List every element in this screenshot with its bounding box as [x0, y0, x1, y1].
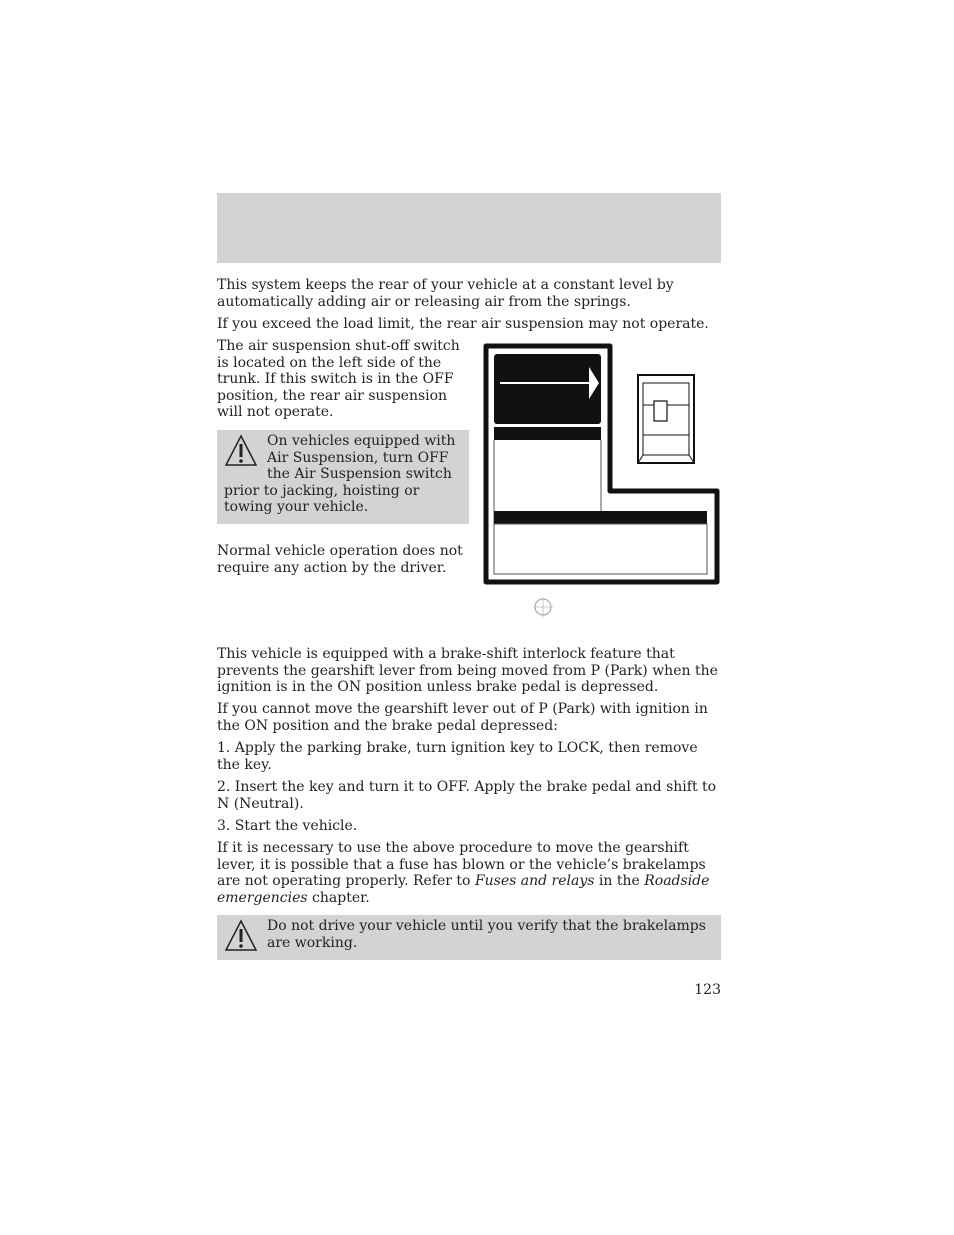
intro-paragraph-2: If you exceed the load limit, the rear air suspension may not operate.	[217, 316, 709, 332]
trunk-switch-illustration	[483, 343, 720, 585]
intro-paragraph-1: This system keeps the rear of your vehicle at a constant level by automatically adding air or releasing air from the springs.	[217, 277, 674, 310]
brake-shift-paragraph-3	[217, 840, 722, 906]
paragraph-3-text-b: in the	[594, 873, 645, 889]
brake-shift-paragraph-2: If you cannot move the gearshift lever out of P (Park) with ignition in the ON position and the brake pedal depressed:	[217, 701, 708, 734]
brake-shift-paragraph-1: This vehicle is equipped with a brake-shift interlock feature that prevents the gearshift lever from being moved from P (Park) when the ignition is in the ON position unless brake pedal is depressed.	[217, 646, 718, 695]
warning-text-brakelamps: Do not drive your vehicle until you verify that the brakelamps are working.	[267, 918, 706, 951]
intro-paragraph-3: The air suspension shut-off switch is located on the left side of the trunk. If this switch is in the OFF position, the rear air suspension will not operate.	[217, 338, 460, 420]
normal-operation-text: Normal vehicle operation does not require any action by the driver.	[217, 543, 463, 576]
brake-shift-step-1: 1. Apply the parking brake, turn ignition key to LOCK, then remove the key.	[217, 740, 698, 773]
page-number: 123	[694, 982, 721, 998]
section-header-band	[217, 193, 721, 263]
brake-shift-step-3: 3. Start the vehicle.	[217, 818, 358, 834]
warning-text-air-suspension: On vehicles equipped with Air Suspension, turn OFF the Air Suspension switch prior to jacking, hoisting or towing your vehicle.	[224, 433, 456, 515]
warning-triangle-icon	[224, 433, 258, 469]
warning-box-brakelamps	[217, 915, 721, 960]
fuses-and-relays-reference: Fuses and relays	[474, 873, 595, 889]
roadside-emergencies-reference: Roadside emergencies	[217, 873, 710, 906]
paragraph-3-text-c: chapter.	[307, 889, 370, 906]
warning-box-air-suspension	[217, 430, 469, 524]
warning-triangle-icon	[224, 918, 258, 954]
brake-shift-step-2: 2. Insert the key and turn it to OFF. Apply the brake pedal and shift to N (Neutral).	[217, 779, 717, 812]
paragraph-3-text-a: If it is necessary to use the above procedure to move the gearshift lever, it is possible that a fuse has blown or the vehicle’s brakelamps are not operating properly. Refer to	[217, 840, 706, 889]
registration-mark-icon	[532, 596, 554, 618]
